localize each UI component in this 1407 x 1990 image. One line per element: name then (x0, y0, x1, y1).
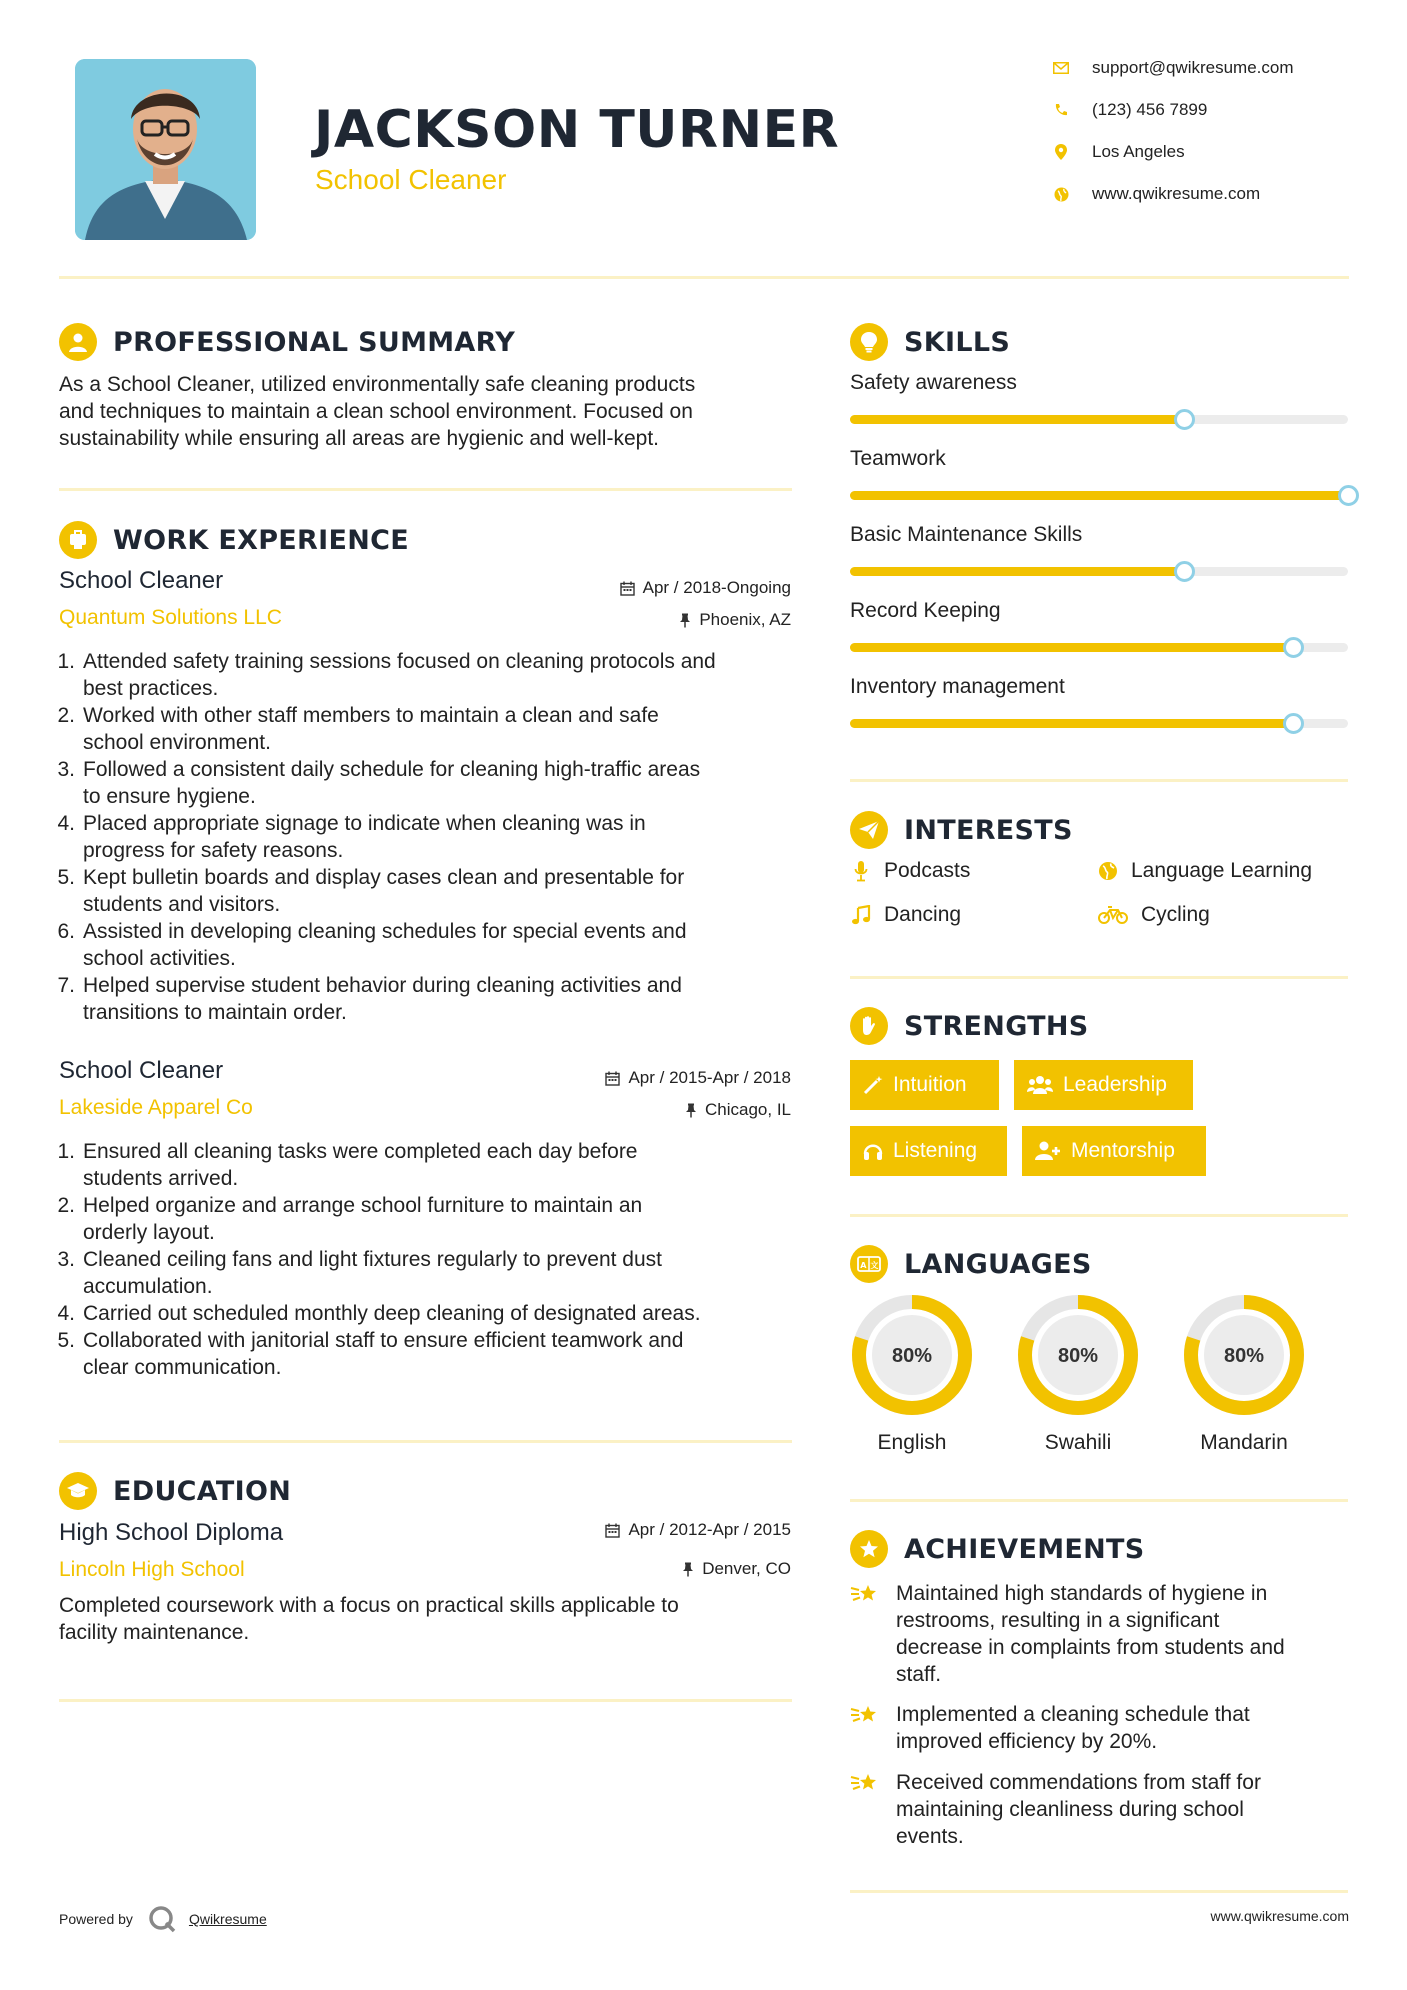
section-interests-title: INTERESTS (904, 814, 1073, 846)
section-education-header (59, 1472, 291, 1510)
summary-divider (59, 488, 792, 491)
skill-bar (850, 415, 1348, 424)
header-divider (59, 276, 1349, 279)
skill-level-knob (1174, 561, 1195, 582)
summary-line: As a School Cleaner, utilized environmentally safe cleaning products (59, 373, 696, 396)
interest-language-learning (1097, 859, 1312, 883)
strength-label: Intuition (893, 1073, 967, 1096)
shooting-star-icon (850, 1582, 880, 1688)
section-skills-title: SKILLS (904, 326, 1011, 358)
phone-icon (1052, 101, 1070, 119)
list-item: 2. Worked with other staff members to maintain a clean and safe school environment. (57, 704, 659, 754)
section-strengths-header (850, 1007, 1089, 1045)
contact-email[interactable] (1052, 58, 1294, 78)
list-item: 3. Followed a consistent daily schedule for cleaning high-traffic areas to ensure hygiene. (57, 758, 701, 808)
achievement-line: Maintained high standards of hygiene in (896, 1582, 1268, 1605)
list-item: 5. Collaborated with janitorial staff to ensure efficient teamwork and clear communication. (57, 1329, 684, 1379)
achievement-item (850, 1580, 1350, 1688)
user-icon (59, 323, 97, 361)
contact-location (1052, 142, 1185, 162)
job-2-location (685, 1100, 791, 1120)
skill-bar (850, 491, 1348, 500)
list-item: 4. Placed appropriate signage to indicate when cleaning was in progress for safety reasons. (57, 812, 646, 862)
skill-bar (850, 719, 1348, 728)
interest-label: Cycling (1141, 903, 1210, 926)
language-donut (850, 1293, 974, 1422)
qwikresume-link[interactable]: Qwikresume (188, 1911, 267, 1927)
achievement-item (850, 1769, 1350, 1850)
education-school: Lincoln High School (59, 1558, 245, 1581)
skill-level-knob (1283, 713, 1304, 734)
achievement-line: improved efficiency by 20%. (896, 1730, 1158, 1753)
skill-level-knob (1283, 637, 1304, 658)
job-1-location-text: Phoenix, AZ (699, 610, 791, 629)
contact-website-text: www.qwikresume.com (1092, 184, 1261, 203)
skill-bar-fill (850, 643, 1293, 652)
job-2-responsibilities (55, 1138, 800, 1381)
language-name: Mandarin (1200, 1431, 1288, 1454)
strength-tag-listening (850, 1126, 1007, 1176)
list-item: 1. Attended safety training sessions focused on cleaning protocols and best practices. (57, 650, 716, 700)
education-divider (59, 1699, 792, 1702)
interests-divider (850, 976, 1348, 979)
pin-icon (682, 1562, 694, 1577)
skill-bar-fill (850, 415, 1184, 424)
summary-line: and techniques to maintain a clean school environment. Focused on (59, 400, 693, 423)
headphones-icon (863, 1141, 883, 1161)
section-summary-title: PROFESSIONAL SUMMARY (113, 326, 516, 358)
donut-percent-label: 80% (1223, 1345, 1265, 1367)
job-2-company: Lakeside Apparel Co (59, 1096, 253, 1119)
job-1-dates (620, 578, 791, 598)
lightbulb-icon (850, 323, 888, 361)
email-icon (1052, 59, 1070, 77)
language-donut-chart (1016, 1293, 1140, 1417)
skill-bar-fill (850, 567, 1184, 576)
contact-website[interactable] (1052, 184, 1260, 204)
contact-email-text: support@qwikresume.com (1092, 58, 1294, 77)
section-experience-title: WORK EXPERIENCE (113, 524, 409, 556)
achievements-divider (850, 1890, 1348, 1893)
globe-icon (1052, 185, 1070, 203)
experience-divider (59, 1440, 792, 1443)
calendar-icon (605, 1071, 620, 1086)
star-badge-icon (850, 1530, 888, 1568)
achievement-line: restrooms, resulting in a significant (896, 1609, 1220, 1632)
skill-label: Safety awareness (850, 371, 1017, 394)
achievement-line: Received commendations from staff for (896, 1771, 1261, 1794)
svg-text:A: A (860, 1261, 867, 1270)
summary-line: sustainability while ensuring all areas are hygienic and well-kept. (59, 427, 659, 450)
interest-cycling (1097, 903, 1210, 927)
pin-icon (685, 1103, 697, 1118)
strength-tag-leadership (1014, 1060, 1193, 1110)
music-icon (850, 903, 872, 927)
donut-percent-label: 80% (891, 1345, 933, 1367)
strength-tag-mentorship (1022, 1126, 1206, 1176)
strength-label: Leadership (1063, 1073, 1167, 1096)
job-1-responsibilities (55, 648, 800, 1026)
graduation-cap-icon (59, 1472, 97, 1510)
qwikresume-logo-icon (147, 1905, 177, 1933)
summary-text (59, 371, 799, 452)
job-1-dates-text: Apr / 2018-Ongoing (642, 578, 791, 597)
skill-bar (850, 567, 1348, 576)
interest-label: Language Learning (1131, 859, 1313, 882)
strength-tag-intuition (850, 1060, 999, 1110)
list-item: 5. Kept bulletin boards and display cases clean and presentable for students and visitors. (57, 866, 685, 916)
candidate-name: JACKSON TURNER (314, 100, 840, 160)
translate-icon (850, 1245, 888, 1283)
interest-label: Dancing (884, 903, 962, 926)
education-description (59, 1592, 799, 1646)
list-item: 3. Cleaned ceiling fans and light fixtures regularly to prevent dust accumulation. (57, 1248, 662, 1298)
strengths-divider (850, 1214, 1348, 1217)
job-1-title: School Cleaner (59, 567, 224, 594)
language-donut-chart (1182, 1293, 1306, 1417)
education-location-text: Denver, CO (702, 1559, 791, 1578)
language-donut-chart (850, 1293, 974, 1417)
achievement-line: decrease in complaints from students and (896, 1636, 1285, 1659)
interest-label: Podcasts (884, 859, 971, 882)
section-achievements-header (850, 1530, 1145, 1568)
skill-label: Basic Maintenance Skills (850, 523, 1083, 546)
achievement-line: events. (896, 1825, 964, 1848)
skill-label: Record Keeping (850, 599, 1001, 622)
candidate-role: School Cleaner (315, 164, 507, 195)
language-donut (1016, 1293, 1140, 1422)
contact-location-text: Los Angeles (1092, 142, 1185, 161)
list-item: 6. Assisted in developing cleaning schedules for special events and school activities. (57, 920, 687, 970)
contact-phone-text: (123) 456 7899 (1092, 100, 1208, 119)
language-name: Swahili (1044, 1431, 1112, 1454)
shooting-star-icon (850, 1703, 880, 1755)
strength-label: Listening (893, 1139, 978, 1162)
skill-level-knob (1174, 409, 1195, 430)
job-2-location-text: Chicago, IL (705, 1100, 791, 1119)
footer-powered-by (59, 1905, 267, 1933)
location-icon (1052, 143, 1070, 161)
job-1-company: Quantum Solutions LLC (59, 606, 282, 629)
skill-label: Inventory management (850, 675, 1065, 698)
calendar-icon (605, 1523, 620, 1538)
languages-divider (850, 1499, 1348, 1502)
section-achievements-title: ACHIEVEMENTS (904, 1533, 1145, 1565)
language-donut (1182, 1293, 1306, 1422)
skill-label: Teamwork (850, 447, 946, 470)
skill-bar-fill (850, 719, 1293, 728)
pin-icon (679, 613, 691, 628)
paper-plane-icon (850, 811, 888, 849)
achievement-item (850, 1701, 1350, 1755)
achievement-line: staff. (896, 1663, 942, 1686)
section-languages-header (850, 1245, 1092, 1283)
achievement-line: maintaining cleanliness during school (896, 1798, 1244, 1821)
interest-podcasts (850, 859, 970, 883)
globe-icon (1097, 859, 1119, 883)
powered-by-text: Powered by (59, 1911, 133, 1927)
skill-bar-fill (850, 491, 1348, 500)
job-2-title: School Cleaner (59, 1057, 224, 1084)
strength-label: Mentorship (1071, 1139, 1175, 1162)
footer-url[interactable]: www.qwikresume.com (1210, 1908, 1349, 1924)
shooting-star-icon (850, 1771, 880, 1850)
profile-photo (75, 59, 256, 240)
education-line: facility maintenance. (59, 1621, 250, 1644)
list-item: 1. Ensured all cleaning tasks were completed each day before students arrived. (57, 1140, 638, 1190)
job-2-dates (605, 1068, 791, 1088)
section-summary-header (59, 323, 515, 361)
magic-wand-icon (863, 1075, 883, 1095)
section-skills-header (850, 323, 1010, 361)
job-2-dates-text: Apr / 2015-Apr / 2018 (628, 1068, 791, 1087)
calendar-icon (620, 581, 635, 596)
education-line: Completed coursework with a focus on practical skills applicable to (59, 1594, 679, 1617)
skills-divider (850, 779, 1348, 782)
education-dates (605, 1520, 791, 1540)
bicycle-icon (1097, 903, 1129, 927)
education-dates-text: Apr / 2012-Apr / 2015 (628, 1520, 791, 1539)
microphone-icon (850, 859, 872, 883)
education-degree: High School Diploma (59, 1519, 284, 1546)
hand-icon (850, 1007, 888, 1045)
donut-percent-label: 80% (1057, 1345, 1099, 1367)
education-location (682, 1559, 791, 1579)
section-strengths-title: STRENGTHS (904, 1010, 1089, 1042)
skill-bar (850, 643, 1348, 652)
contact-phone[interactable] (1052, 100, 1207, 120)
section-interests-header (850, 811, 1073, 849)
list-item: 4. Carried out scheduled monthly deep cleaning of designated areas. (57, 1302, 701, 1325)
job-1-location (679, 610, 791, 630)
section-languages-title: LANGUAGES (904, 1248, 1092, 1280)
section-education-title: EDUCATION (113, 1475, 292, 1507)
achievement-line: Implemented a cleaning schedule that (896, 1703, 1250, 1726)
svg-text:文: 文 (870, 1261, 879, 1270)
section-experience-header (59, 521, 409, 559)
list-item: 2. Helped organize and arrange school furniture to maintain an orderly layout. (57, 1194, 643, 1244)
skill-level-knob (1338, 485, 1359, 506)
language-name: English (877, 1431, 947, 1454)
group-icon (1027, 1075, 1053, 1095)
list-item: 7. Helped supervise student behavior during cleaning activities and transitions to maintain order. (57, 974, 682, 1024)
user-plus-icon (1035, 1141, 1061, 1161)
briefcase-icon (59, 521, 97, 559)
interest-dancing (850, 903, 961, 927)
